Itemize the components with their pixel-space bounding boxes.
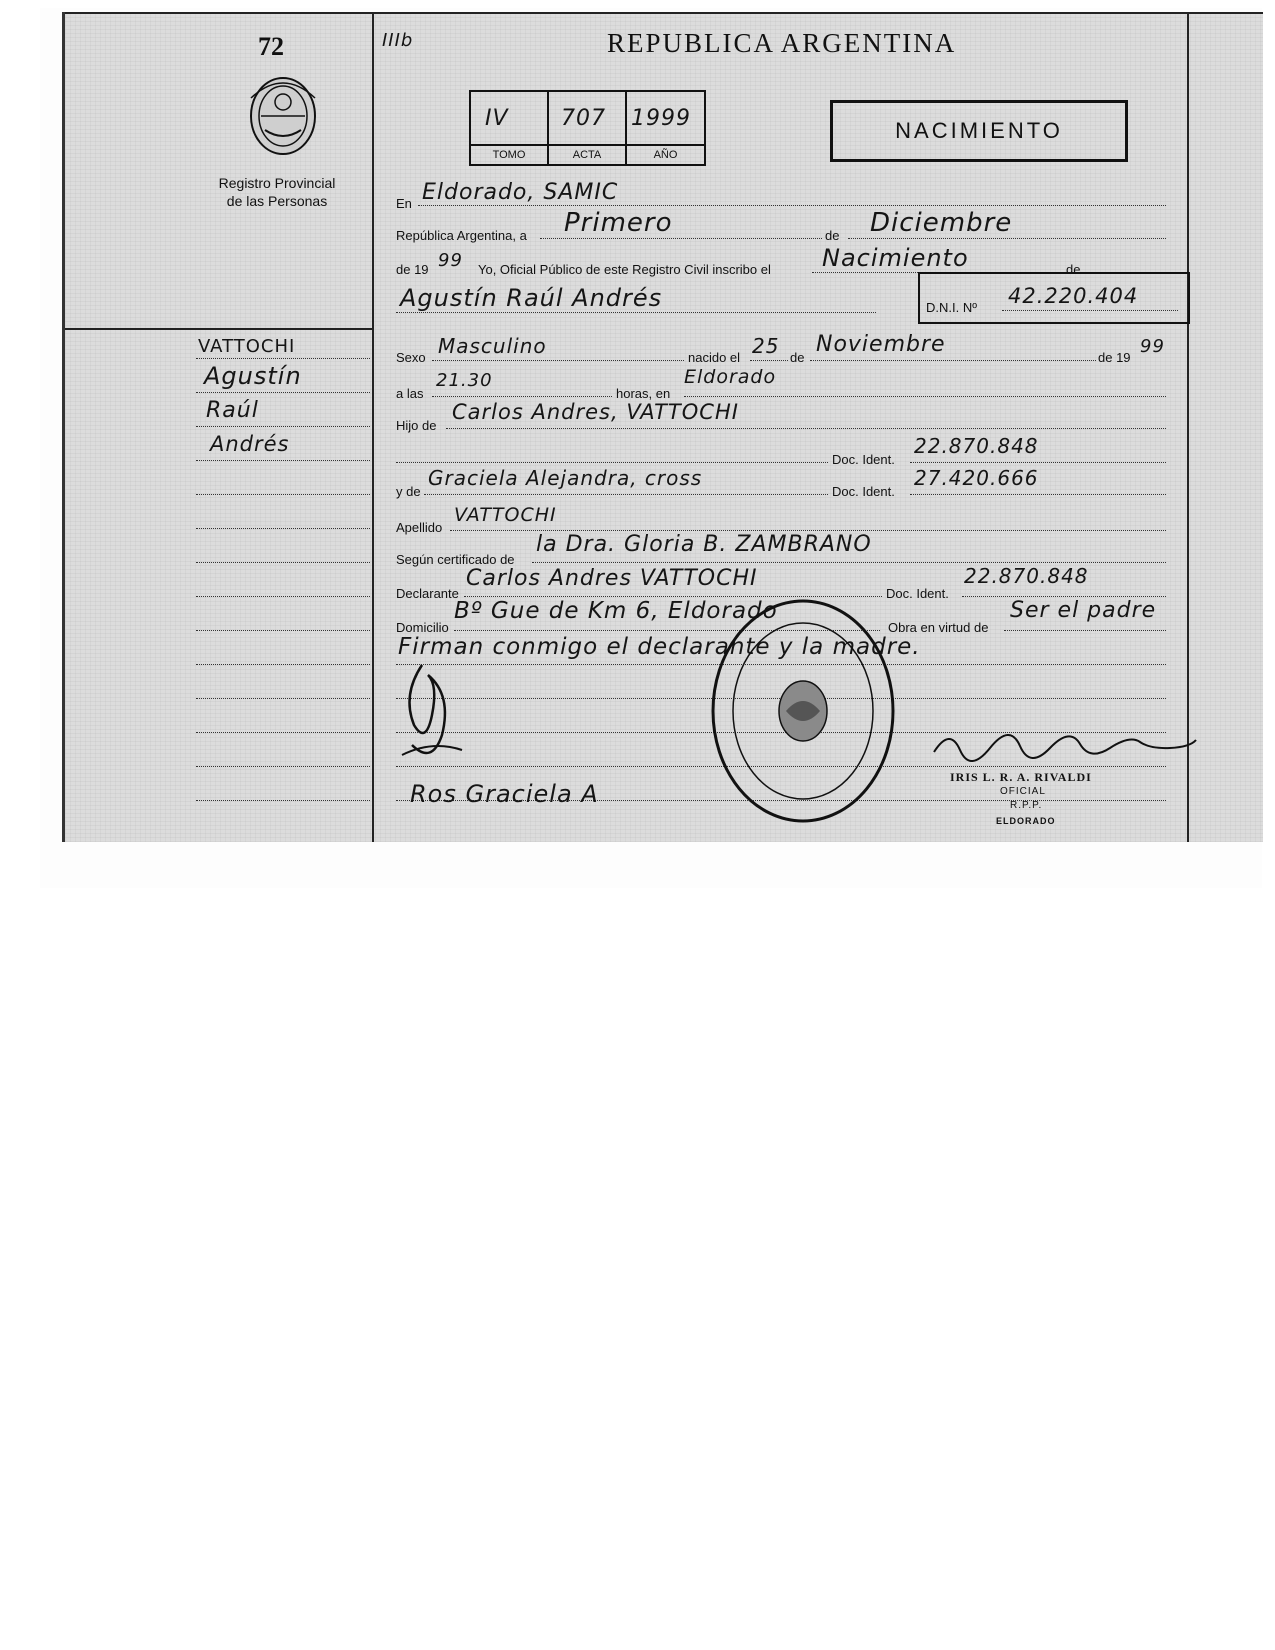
line-place [418, 205, 1166, 206]
value-act: Nacimiento [822, 244, 969, 272]
value-mother-doc: 27.420.666 [914, 466, 1039, 490]
label-apellido: Apellido [396, 520, 443, 535]
signature-left-lower: Ros Graciela A [410, 780, 599, 808]
label-alas: a las [396, 386, 424, 401]
line-mother [424, 494, 828, 495]
acta-cell [549, 92, 627, 164]
value-address: Bº Gue de Km 6, Eldorado [454, 598, 778, 624]
acta-label: ACTA [549, 144, 625, 164]
line-certificate [532, 562, 1166, 563]
margin-line [196, 630, 370, 631]
label-doc1: Doc. Ident. [832, 452, 895, 467]
margin-line [196, 732, 370, 733]
value-place: Eldorado, SAMIC [422, 180, 619, 205]
value-dni: 42.220.404 [1008, 284, 1139, 308]
label-segun: Según certificado de [396, 552, 515, 567]
line-day [540, 238, 822, 239]
officer-sub: R.P.P. [1010, 800, 1043, 811]
margin-line [196, 596, 370, 597]
margin-line [196, 392, 370, 393]
margin-line [196, 664, 370, 665]
label-doc3: Doc. Ident. [886, 586, 949, 601]
label-dni: D.N.I. Nº [926, 300, 977, 315]
line-child-name [396, 312, 876, 313]
value-month: Diciembre [870, 208, 1013, 238]
officer-place: ELDORADO [996, 816, 1056, 826]
margin-line [196, 494, 370, 495]
value-year-suffix: 99 [438, 250, 463, 271]
label-horas: horas, en [616, 386, 671, 401]
line-dni [1002, 310, 1178, 311]
value-birth-day: 25 [752, 334, 780, 358]
label-obra: Obra en virtud de [888, 620, 989, 635]
line-mother-doc [910, 494, 1166, 495]
label-yde: y de [396, 484, 421, 499]
label-sexo: Sexo [396, 350, 426, 365]
margin-line [196, 528, 370, 529]
label-year-prefix: de 19 [396, 262, 429, 277]
margin-name-1: Agustín [204, 362, 302, 390]
margin-name-3: Andrés [210, 432, 290, 456]
label-oficial: Yo, Oficial Público de este Registro Civil inscribo el [478, 262, 771, 277]
margin-name-2: Raúl [206, 398, 259, 423]
country-title: REPUBLICA ARGENTINA [607, 28, 957, 58]
value-declarant-doc: 22.870.848 [964, 564, 1089, 588]
value-certificate: la Dra. Gloria B. ZAMBRANO [536, 532, 872, 557]
line-month [848, 238, 1166, 239]
label-doc2: Doc. Ident. [832, 484, 895, 499]
value-by-virtue: Ser el padre [1010, 598, 1157, 623]
margin-line [196, 562, 370, 563]
value-birth-place: Eldorado [684, 366, 777, 388]
acta-value: 707 [561, 106, 606, 131]
value-child-name: Agustín Raúl Andrés [400, 284, 663, 312]
label-republica: República Argentina, a [396, 228, 527, 243]
signature-right [930, 722, 1200, 770]
line-father-doc [910, 462, 1166, 463]
line-blank-1 [396, 462, 828, 463]
line-father [446, 428, 1166, 429]
corner-note: IIIb [382, 30, 414, 51]
record-number: 72 [258, 32, 284, 61]
value-surname: VATTOCHI [454, 504, 557, 526]
value-father-doc: 22.870.848 [914, 434, 1039, 458]
line-declarant-doc [962, 596, 1166, 597]
value-father: Carlos Andres, VATTOCHI [452, 400, 739, 424]
line-surname [450, 530, 1166, 531]
column-divider [372, 12, 374, 842]
label-declarante: Declarante [396, 586, 459, 601]
value-time: 21.30 [436, 370, 493, 391]
label-de3: de [790, 350, 805, 365]
ano-label: AÑO [627, 144, 704, 164]
label-de2: de [1066, 262, 1081, 277]
right-border [1187, 12, 1189, 842]
record-type-box: NACIMIENTO [830, 100, 1128, 162]
label-de19: de 19 [1098, 350, 1131, 365]
ano-value: 1999 [631, 106, 691, 131]
value-signs-line: Firman conmigo el declarante y la madre. [398, 634, 921, 660]
value-birth-year: 99 [1140, 336, 1165, 357]
margin-line [196, 460, 370, 461]
margin-divider [65, 328, 372, 330]
margin-line [196, 698, 370, 699]
tomo-cell [471, 92, 549, 164]
label-nacido: nacido el [688, 350, 741, 365]
record-reference-box [469, 90, 706, 166]
line-time [432, 396, 612, 397]
provincial-emblem-icon [245, 72, 321, 160]
margin-line [196, 800, 370, 801]
tomo-value: IV [485, 106, 509, 131]
line-sex [432, 360, 684, 361]
line-by-virtue [1004, 630, 1166, 631]
label-de1: de [825, 228, 840, 243]
line-birth-month [810, 360, 1096, 361]
top-border [65, 12, 1263, 14]
margin-surname: VATTOCHI [198, 336, 296, 357]
ano-cell [627, 92, 704, 164]
value-birth-month: Noviembre [816, 332, 946, 357]
margin-line [196, 766, 370, 767]
margin-line [196, 358, 370, 359]
value-mother: Graciela Alejandra, cross [428, 466, 703, 490]
officer-name: IRIS L. R. A. RIVALDI [950, 770, 1092, 784]
value-declarant: Carlos Andres VATTOCHI [466, 566, 758, 591]
line-birth-day [750, 360, 788, 361]
value-sex: Masculino [438, 334, 547, 358]
label-hijo: Hijo de [396, 418, 437, 433]
margin-line [196, 426, 370, 427]
registry-name: Registro Provincial de las Personas [218, 175, 336, 209]
label-domicilio: Domicilio [396, 620, 449, 635]
dni-box [918, 272, 1190, 324]
tomo-label: TOMO [471, 144, 547, 164]
label-en: En [396, 196, 412, 211]
value-day: Primero [564, 208, 673, 238]
official-seal-icon [708, 596, 898, 826]
line-birth-place [684, 396, 1166, 397]
officer-title: OFICIAL [1000, 786, 1046, 797]
